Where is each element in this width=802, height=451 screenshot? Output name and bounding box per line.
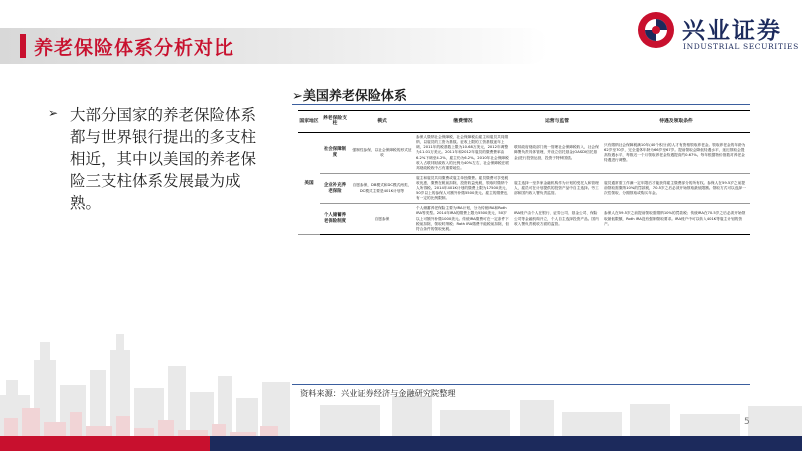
logo-english-name: INDUSTRIAL SECURITIES [683, 42, 799, 51]
company-logo [636, 6, 799, 58]
benefit-cell: 只有缴纳社会保障税满10年(40个积分)的人才有资格领取养老金。领取养老金的年龄为62岁至70岁，完全退休年龄为66岁至67岁。提前领取会降低待遇水平，延迟领取会提高待遇水平，每推迟一个月领取养老金待遇提高约0.67%。每年根据物价指数对养老金待遇进行调整。 [602, 133, 750, 174]
header-mode: 模式 [350, 111, 414, 133]
pillar-cell [320, 133, 350, 174]
source-note: 资料来源：兴业证券经济与金融研究院整理 [300, 388, 456, 398]
logo-chinese-name: 兴业证券 [682, 18, 782, 44]
title-rule [292, 104, 750, 105]
pillar-cell [320, 204, 350, 234]
page-number: 5 [744, 417, 750, 427]
header-region: 国家地区 [298, 111, 320, 133]
table-title-text: 美国养老保险体系 [302, 89, 407, 104]
region-cell: 美国 [298, 133, 320, 235]
table-row [298, 133, 750, 174]
skyline-decoration [0, 300, 802, 451]
bullet-text: 大部分国家的养老保险体系都与世界银行提出的多支柱相近，其中以美国的养老保险三支柱体系发展最为成熟。 [70, 106, 257, 212]
contribution-cell: 参保人缴纳社会保障税，社会保障税由雇主和雇员共同缴纳，以雇员的工资为基数。征收上限的工资基数逐年上调，2011年的税基数上限为10.68万美元，2012年调整为11.01万美元。2011年和2012年雇员的缴费费率由6.2%下调至4.2%，雇主仍为6.2%。2010年社会保障税收入占联邦财政收入的比例为40%左右，社会保障税在联邦财政税收中占有重要地位。 [414, 133, 512, 174]
operation-cell: 联邦政府财政部门统一管理社会保障税收入，社会保障署负责具体管理，并设立信托基金(OASDI信托基金)进行投资运营，投资于特种国债。 [512, 133, 602, 174]
benefit-cell: 雇员通常需工作满一定年限后才能获得雇主缴费部分的所有权。参保人在59.5岁之前提前领取需缴纳10%的罚款税，70.5岁之后必须开始领取最低限额。领取方式可以选择一次性领取、分期领取或购买年金。 [602, 173, 750, 203]
logo-mark-icon [636, 10, 676, 50]
source-rule [292, 384, 750, 385]
table-row [298, 204, 750, 234]
page-title: 养老保险体系分析对比 [34, 37, 235, 59]
pillar-name: 社会保障制度 [324, 147, 346, 159]
operation-cell: IRA账户由个人在银行、证券公司、基金公司、保险公司等金融机构开立，个人自主选择投资产品。国内收入署负责税收方面的监管。 [512, 204, 602, 234]
mode-cell: 强制性参保，以社会保障税的形式征收 [350, 133, 414, 174]
benefit-cell: 参保人在59.5岁之前提前领取需缴纳10%的罚款税；传统IRA在70.5岁之后必须开始领取最低限额，Roth IRA没有强制领取要求。IRA账户中可以转入401K等雇主计划的资产。 [602, 204, 750, 234]
table-header-row [298, 111, 750, 133]
table-title: ➢美国养老保险体系 [292, 89, 407, 104]
mode-cell: 自愿参保，DB模式和DC模式两类，DC模式主要是401K计划等 [350, 173, 414, 203]
header-benefit: 待遇及领取条件 [602, 111, 750, 133]
header-pillar: 养老保险支柱 [320, 111, 350, 133]
title-accent [20, 34, 26, 58]
table-row [298, 173, 750, 203]
operation-cell: 雇主选择一至多家金融机构作为计划的受托人和管理人，雇员可在计划提供的投资产品中自主选择。劳工部和国内收入署负责监管。 [512, 173, 602, 203]
pillar-name: 企业补充养老保险 [324, 182, 346, 194]
pillar-name: 个人储蓄养老保险制度 [324, 213, 346, 225]
pillar-cell [320, 173, 350, 203]
pension-system-table [298, 110, 750, 235]
header-contribution: 缴费情况 [414, 111, 512, 133]
arrow-bullet-icon: ➢ [48, 106, 59, 120]
contribution-cell: 个人储蓄养老保险主要为IRA计划，分为传统IRA和Roth IRA等类型。2014年IRA的缴费上限为5500美元，50岁以上可额外补缴1000美元。传统IRA缴费可在一定条件下税前扣除，领取时纳税；Roth IRA缴费不能税前扣除，但符合条件的领取免税。 [414, 204, 512, 234]
header-operation: 运营与监管 [512, 111, 602, 133]
contribution-cell: 雇主和雇员共同缴费或雇主单独缴费。雇员缴费可享受税收优惠，缴费在税前扣除，投资收益免税，领取时缴纳个人所得税。2014年401K计划的缴费上限为17500美元，50岁以上的参保人可额外补缴5500美元。雇主的缴费也有一定的比例限制。 [414, 173, 512, 203]
mode-cell: 自愿参保 [350, 204, 414, 234]
